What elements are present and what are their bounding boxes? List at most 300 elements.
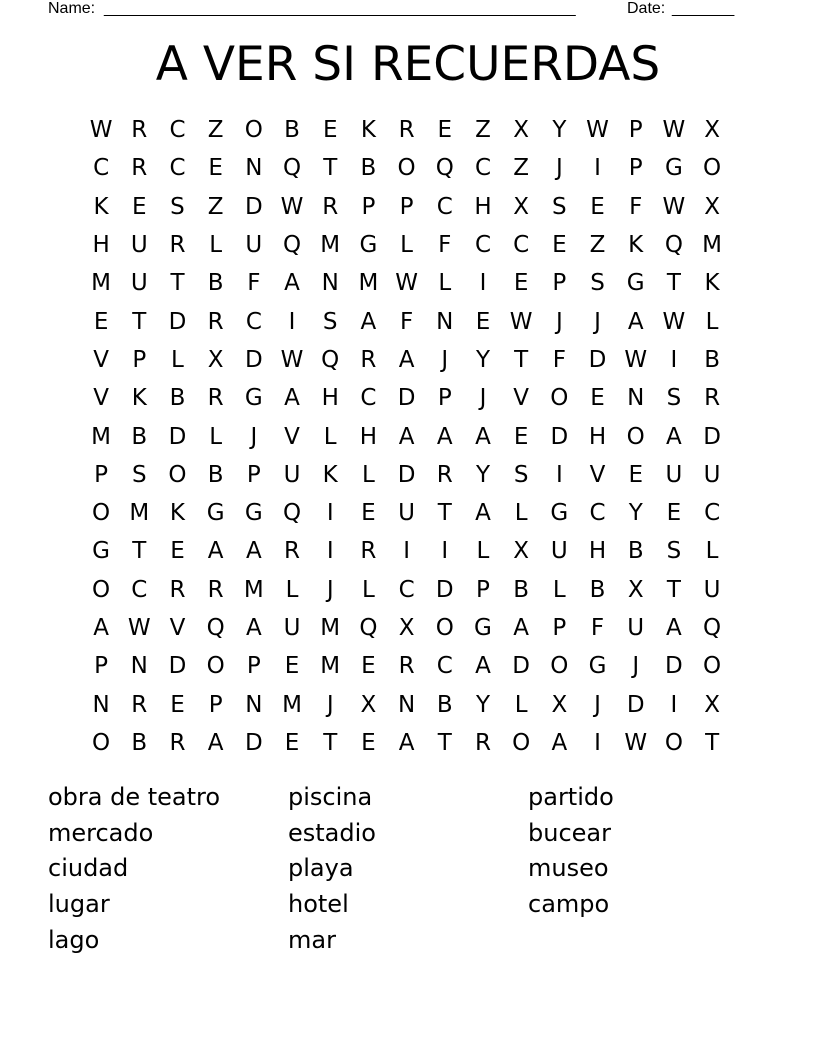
name-field-line[interactable]: _____________________________________________________ <box>104 0 576 17</box>
grid-letter[interactable]: L <box>361 576 375 603</box>
date-field-line[interactable]: _______ <box>672 0 735 17</box>
grid-letter[interactable]: C <box>513 232 530 259</box>
grid-letter[interactable]: A <box>284 270 300 297</box>
grid-letter[interactable]: H <box>92 232 110 259</box>
grid-letter[interactable]: G <box>359 232 378 259</box>
grid-letter[interactable]: W <box>395 270 418 297</box>
grid-letter[interactable]: F <box>552 346 566 373</box>
grid-letter[interactable]: N <box>245 691 263 718</box>
grid-letter[interactable]: A <box>207 729 224 756</box>
grid-letter[interactable]: D <box>435 576 454 603</box>
grid-letter[interactable]: I <box>326 500 334 527</box>
word-list-item: playa <box>288 854 354 883</box>
grid-letter[interactable]: J <box>594 691 601 718</box>
grid-letter[interactable]: T <box>514 346 529 373</box>
grid-letter[interactable]: T <box>170 270 185 297</box>
grid-letter[interactable]: T <box>705 729 720 756</box>
grid-letter[interactable]: O <box>512 729 531 756</box>
grid-letter[interactable]: A <box>207 538 224 565</box>
grid-letter[interactable]: Z <box>475 117 491 144</box>
grid-letter[interactable]: F <box>438 232 452 259</box>
grid-letter[interactable]: L <box>171 346 184 373</box>
grid-letter[interactable]: X <box>704 193 720 220</box>
grid-letter[interactable]: A <box>627 308 644 335</box>
grid-letter[interactable]: R <box>131 117 148 144</box>
grid-letter[interactable]: X <box>627 576 644 603</box>
grid-letter[interactable]: O <box>92 500 111 527</box>
grid-letter[interactable]: M <box>320 615 341 641</box>
grid-letter[interactable]: I <box>441 538 449 565</box>
grid-letter[interactable]: M <box>702 232 723 259</box>
grid-letter[interactable]: R <box>474 729 491 756</box>
grid-letter[interactable]: P <box>476 576 490 603</box>
grid-letter[interactable]: W <box>89 117 113 144</box>
grid-letter[interactable]: G <box>588 653 607 680</box>
grid-letter[interactable]: L <box>476 538 490 565</box>
grid-letter[interactable]: B <box>284 117 300 144</box>
grid-letter[interactable]: N <box>130 653 148 680</box>
grid-letter[interactable]: P <box>94 653 109 680</box>
grid-letter[interactable]: E <box>284 729 300 756</box>
word-list-item: hotel <box>288 890 349 919</box>
grid-letter[interactable]: D <box>168 308 187 335</box>
grid-letter[interactable]: O <box>664 729 683 756</box>
grid-letter[interactable]: L <box>438 270 452 297</box>
grid-letter[interactable]: K <box>169 500 186 527</box>
grid-letter[interactable]: H <box>321 385 339 412</box>
grid-letter[interactable]: S <box>552 193 567 220</box>
grid-letter[interactable]: X <box>360 691 377 718</box>
grid-letter[interactable]: C <box>169 155 186 182</box>
grid-letter[interactable]: C <box>474 232 491 259</box>
grid-letter[interactable]: P <box>94 461 109 488</box>
grid-letter[interactable]: C <box>589 500 606 527</box>
grid-letter[interactable]: N <box>92 691 110 718</box>
grid-letter[interactable]: D <box>588 346 607 373</box>
grid-letter[interactable]: O <box>435 615 454 641</box>
grid-letter[interactable]: D <box>703 423 721 450</box>
grid-letter[interactable]: I <box>670 346 678 373</box>
grid-letter[interactable]: M <box>129 500 150 527</box>
grid-letter[interactable]: A <box>284 385 300 412</box>
grid-letter[interactable]: Q <box>282 155 302 182</box>
grid-letter[interactable]: C <box>245 308 262 335</box>
grid-letter[interactable]: E <box>513 423 529 450</box>
grid-letter[interactable]: P <box>628 155 643 182</box>
grid-letter[interactable]: V <box>589 461 606 488</box>
grid-letter[interactable]: N <box>436 308 454 335</box>
grid-letter[interactable]: T <box>323 155 338 182</box>
grid-letter[interactable]: V <box>93 385 109 412</box>
grid-letter[interactable]: K <box>93 193 109 220</box>
grid-letter[interactable]: F <box>247 270 261 297</box>
grid-letter[interactable]: A <box>360 308 377 335</box>
grid-letter[interactable]: O <box>168 461 187 488</box>
grid-letter[interactable]: D <box>626 691 645 718</box>
grid-letter[interactable]: F <box>629 193 643 220</box>
grid-letter[interactable]: P <box>132 346 147 373</box>
grid-letter[interactable]: S <box>666 538 682 565</box>
grid-letter[interactable]: A <box>475 653 491 680</box>
grid-letter[interactable]: X <box>398 615 415 641</box>
grid-letter[interactable]: D <box>550 423 569 450</box>
grid-letter[interactable]: I <box>594 155 601 182</box>
grid-letter[interactable]: A <box>666 615 682 641</box>
grid-letter[interactable]: U <box>283 461 301 488</box>
word-list-column <box>288 780 376 959</box>
grid-letter[interactable]: A <box>475 500 491 527</box>
grid-letter[interactable]: T <box>666 576 681 603</box>
word-list-item: museo <box>528 854 609 883</box>
grid-letter[interactable]: B <box>704 346 720 373</box>
grid-letter[interactable]: Q <box>359 615 378 641</box>
grid-letter[interactable]: J <box>326 691 334 718</box>
grid-letter[interactable]: O <box>206 653 225 680</box>
grid-letter[interactable]: P <box>628 117 643 144</box>
grid-letter[interactable]: R <box>169 729 186 756</box>
grid-letter[interactable]: B <box>627 538 644 565</box>
grid-letter[interactable]: B <box>131 729 148 756</box>
grid-letter[interactable]: X <box>551 691 568 718</box>
grid-letter[interactable]: Q <box>282 500 302 527</box>
grid-letter[interactable]: L <box>209 232 223 259</box>
grid-letter[interactable]: U <box>283 615 301 641</box>
grid-letter[interactable]: I <box>403 538 410 565</box>
grid-letter[interactable]: Z <box>513 155 530 182</box>
grid-letter[interactable]: U <box>627 615 645 641</box>
grid-letter[interactable]: S <box>322 308 338 335</box>
grid-letter[interactable]: A <box>245 538 262 565</box>
grid-letter[interactable]: J <box>326 576 334 603</box>
grid-letter[interactable]: E <box>475 308 491 335</box>
grid-letter[interactable]: P <box>552 270 567 297</box>
grid-letter[interactable]: C <box>436 193 453 220</box>
grid-letter[interactable]: S <box>666 385 682 412</box>
grid-letter[interactable]: T <box>437 500 452 527</box>
grid-letter[interactable]: J <box>250 423 258 450</box>
grid-letter[interactable]: E <box>628 461 643 488</box>
grid-letter[interactable]: I <box>555 461 563 488</box>
grid-letter[interactable]: G <box>626 270 645 297</box>
word-list-item: lugar <box>48 890 110 919</box>
grid-letter[interactable]: E <box>590 193 605 220</box>
grid-letter[interactable]: B <box>131 423 148 450</box>
grid-letter[interactable]: I <box>288 308 296 335</box>
grid-letter[interactable]: P <box>246 653 261 680</box>
grid-letter[interactable]: U <box>703 461 721 488</box>
grid-letter[interactable]: R <box>398 117 415 144</box>
grid-letter[interactable]: X <box>704 117 720 144</box>
grid-letter[interactable]: Q <box>282 232 302 259</box>
grid-letter[interactable]: O <box>397 155 416 182</box>
grid-letter[interactable]: U <box>665 461 683 488</box>
grid-letter[interactable]: Q <box>321 346 340 373</box>
grid-letter[interactable]: E <box>284 653 300 680</box>
grid-letter[interactable]: O <box>244 117 263 144</box>
word-list-column <box>528 780 614 923</box>
grid-letter[interactable]: K <box>704 270 720 297</box>
grid-letter[interactable]: T <box>437 729 452 756</box>
grid-letter[interactable]: L <box>514 500 528 527</box>
grid-letter[interactable]: R <box>436 461 453 488</box>
grid-letter[interactable]: A <box>666 423 682 450</box>
grid-letter[interactable]: T <box>132 308 147 335</box>
grid-letter[interactable]: O <box>92 729 111 756</box>
grid-letter[interactable]: S <box>590 270 605 297</box>
grid-letter[interactable]: N <box>245 155 263 182</box>
grid-letter[interactable]: B <box>436 691 453 718</box>
grid-letter[interactable]: K <box>628 232 644 259</box>
grid-letter[interactable]: K <box>131 385 147 412</box>
grid-letter[interactable]: U <box>130 270 148 297</box>
grid-letter[interactable]: C <box>360 385 377 412</box>
grid-letter[interactable]: E <box>361 729 376 756</box>
grid-letter[interactable]: J <box>594 308 601 335</box>
grid-letter[interactable]: P <box>361 193 376 220</box>
grid-letter[interactable]: A <box>93 615 109 641</box>
grid-letter[interactable]: P <box>437 385 452 412</box>
grid-letter[interactable]: B <box>169 385 186 412</box>
grid-letter[interactable]: C <box>436 653 453 680</box>
grid-letter[interactable]: O <box>92 576 111 603</box>
grid-letter[interactable]: L <box>400 232 413 259</box>
grid-letter[interactable]: N <box>627 385 645 412</box>
grid-letter[interactable]: E <box>513 270 529 297</box>
grid-letter[interactable]: X <box>207 346 224 373</box>
grid-letter[interactable]: N <box>321 270 339 297</box>
grid-letter[interactable]: G <box>474 615 492 641</box>
grid-letter[interactable]: B <box>360 155 377 182</box>
grid-letter[interactable]: L <box>705 538 719 565</box>
grid-letter[interactable]: F <box>590 615 605 641</box>
grid-letter[interactable]: L <box>514 691 528 718</box>
grid-letter[interactable]: V <box>169 615 186 641</box>
grid-letter[interactable]: B <box>207 461 224 488</box>
grid-letter[interactable]: V <box>284 423 300 450</box>
grid-letter[interactable]: G <box>664 155 683 182</box>
grid-letter[interactable]: R <box>360 538 377 565</box>
grid-letter[interactable]: E <box>322 117 338 144</box>
grid-letter[interactable]: C <box>398 576 415 603</box>
grid-letter[interactable]: D <box>244 346 263 373</box>
grid-letter[interactable]: O <box>703 155 722 182</box>
grid-letter[interactable]: G <box>244 500 263 527</box>
grid-letter[interactable]: Y <box>475 691 490 718</box>
grid-letter[interactable]: R <box>398 653 415 680</box>
grid-letter[interactable]: X <box>513 117 530 144</box>
grid-letter[interactable]: R <box>131 691 148 718</box>
grid-letter[interactable]: D <box>244 193 263 220</box>
grid-letter[interactable]: Y <box>475 346 490 373</box>
grid-letter[interactable]: H <box>588 538 607 565</box>
grid-letter[interactable]: H <box>474 193 492 220</box>
grid-letter[interactable]: M <box>243 576 264 603</box>
grid-letter[interactable]: E <box>361 500 376 527</box>
grid-letter[interactable]: M <box>91 270 112 297</box>
grid-letter[interactable]: W <box>586 117 609 144</box>
grid-letter[interactable]: T <box>323 729 338 756</box>
grid-letter[interactable]: D <box>397 385 416 412</box>
grid-letter[interactable]: W <box>662 308 686 335</box>
grid-letter[interactable]: A <box>513 615 530 641</box>
grid-letter[interactable]: P <box>246 461 261 488</box>
grid-letter[interactable]: L <box>323 423 337 450</box>
grid-letter[interactable]: V <box>93 346 109 373</box>
grid-letter[interactable]: X <box>513 193 530 220</box>
grid-letter[interactable]: E <box>361 653 376 680</box>
grid-letter[interactable]: G <box>92 538 110 565</box>
grid-letter[interactable]: V <box>513 385 530 412</box>
grid-letter[interactable]: L <box>285 576 299 603</box>
grid-letter[interactable]: A <box>475 423 491 450</box>
grid-letter[interactable]: A <box>398 729 415 756</box>
grid-letter[interactable]: Q <box>703 615 722 641</box>
grid-letter[interactable]: X <box>704 691 720 718</box>
grid-letter[interactable]: L <box>705 308 719 335</box>
grid-letter[interactable]: C <box>474 155 491 182</box>
grid-letter[interactable]: G <box>244 385 263 412</box>
grid-letter[interactable]: U <box>130 232 148 259</box>
grid-letter[interactable]: D <box>244 729 263 756</box>
grid-letter[interactable]: J <box>441 346 449 373</box>
grid-letter[interactable]: D <box>168 423 187 450</box>
grid-letter[interactable]: U <box>245 232 263 259</box>
grid-letter[interactable]: I <box>594 729 601 756</box>
grid-letter[interactable]: A <box>398 346 415 373</box>
grid-letter[interactable]: D <box>512 653 531 680</box>
grid-letter[interactable]: E <box>552 232 567 259</box>
grid-letter[interactable]: E <box>170 538 185 565</box>
grid-letter[interactable]: E <box>170 691 185 718</box>
grid-letter[interactable]: H <box>588 423 607 450</box>
grid-letter[interactable]: E <box>93 308 109 335</box>
grid-letter[interactable]: Y <box>475 461 490 488</box>
grid-letter[interactable]: H <box>359 423 378 450</box>
grid-letter[interactable]: E <box>437 117 453 144</box>
grid-letter[interactable]: I <box>326 538 334 565</box>
grid-letter[interactable]: E <box>666 500 682 527</box>
grid-letter[interactable]: B <box>513 576 530 603</box>
grid-letter[interactable]: X <box>513 538 530 565</box>
grid-letter[interactable]: S <box>170 193 185 220</box>
grid-letter[interactable]: W <box>280 193 304 220</box>
grid-letter[interactable]: T <box>132 538 147 565</box>
grid-letter[interactable]: Y <box>628 500 643 527</box>
grid-letter[interactable]: B <box>589 576 606 603</box>
grid-letter[interactable]: W <box>127 615 151 641</box>
grid-letter[interactable]: W <box>662 117 686 144</box>
grid-letter[interactable]: R <box>131 155 148 182</box>
grid-letter[interactable]: W <box>624 346 648 373</box>
grid-letter[interactable]: P <box>552 615 567 641</box>
page-title: A VER SI RECUERDAS <box>155 37 661 92</box>
grid-letter[interactable]: W <box>509 308 533 335</box>
grid-letter[interactable]: R <box>284 538 301 565</box>
grid-letter[interactable]: D <box>397 461 416 488</box>
grid-letter[interactable]: G <box>550 500 569 527</box>
grid-letter[interactable]: M <box>91 423 112 450</box>
grid-letter[interactable]: R <box>360 346 377 373</box>
grid-letter[interactable]: N <box>397 691 416 718</box>
grid-letter[interactable]: M <box>358 270 379 297</box>
grid-letter[interactable]: D <box>665 653 683 680</box>
grid-letter[interactable]: E <box>208 155 223 182</box>
grid-letter[interactable]: O <box>550 653 569 680</box>
grid-letter[interactable]: U <box>398 500 416 527</box>
grid-letter[interactable]: M <box>320 653 341 680</box>
grid-letter[interactable]: R <box>169 232 186 259</box>
word-list-item: estadio <box>288 818 376 847</box>
grid-letter[interactable]: Z <box>589 232 606 259</box>
grid-letter[interactable]: Z <box>207 193 224 220</box>
grid-letter[interactable]: G <box>206 500 225 527</box>
grid-letter[interactable]: O <box>550 385 569 412</box>
grid-letter[interactable]: O <box>626 423 645 450</box>
grid-letter[interactable]: R <box>704 385 721 412</box>
grid-letter[interactable]: S <box>131 461 147 488</box>
grid-letter[interactable]: C <box>93 155 110 182</box>
grid-letter[interactable]: P <box>208 691 223 718</box>
grid-letter[interactable]: A <box>398 423 415 450</box>
grid-letter[interactable]: C <box>169 117 186 144</box>
grid-letter[interactable]: R <box>207 576 224 603</box>
grid-letter[interactable]: M <box>320 232 341 259</box>
grid-letter[interactable]: L <box>209 423 223 450</box>
grid-letter[interactable]: J <box>632 653 640 680</box>
grid-letter[interactable]: C <box>704 500 721 527</box>
grid-letter[interactable]: D <box>168 653 187 680</box>
grid-letter[interactable]: L <box>552 576 566 603</box>
word-list-item: mercado <box>48 818 154 847</box>
grid-letter[interactable]: R <box>169 576 186 603</box>
grid-letter[interactable]: R <box>207 308 224 335</box>
grid-letter[interactable]: R <box>207 385 224 412</box>
grid-letter[interactable]: K <box>322 461 338 488</box>
grid-letter[interactable]: O <box>703 653 722 680</box>
grid-letter[interactable]: L <box>361 461 375 488</box>
grid-letter[interactable]: A <box>551 729 568 756</box>
grid-letter[interactable]: Q <box>435 155 454 182</box>
grid-letter[interactable]: Q <box>664 232 683 259</box>
grid-letter[interactable]: Q <box>206 615 225 641</box>
grid-letter[interactable]: R <box>322 193 339 220</box>
grid-letter[interactable]: E <box>132 193 147 220</box>
grid-letter[interactable]: J <box>479 385 487 412</box>
grid-letter[interactable]: Y <box>552 117 567 144</box>
grid-letter[interactable]: Z <box>207 117 224 144</box>
grid-letter[interactable]: W <box>624 729 648 756</box>
grid-letter[interactable]: S <box>513 461 529 488</box>
grid-letter[interactable]: W <box>662 193 686 220</box>
grid-letter[interactable]: J <box>555 308 563 335</box>
grid-letter[interactable]: C <box>131 576 148 603</box>
grid-letter[interactable]: W <box>280 346 304 373</box>
grid-letter[interactable]: E <box>590 385 605 412</box>
grid-letter[interactable]: I <box>670 691 678 718</box>
grid-letter[interactable]: T <box>666 270 681 297</box>
grid-letter[interactable]: F <box>399 308 414 335</box>
grid-letter[interactable]: M <box>282 691 302 718</box>
grid-letter[interactable]: K <box>360 117 376 144</box>
grid-letter[interactable]: P <box>399 193 414 220</box>
grid-letter[interactable]: A <box>245 615 262 641</box>
grid-letter[interactable]: U <box>703 576 721 603</box>
grid-letter[interactable]: B <box>207 270 224 297</box>
grid-letter[interactable]: I <box>479 270 487 297</box>
grid-letter[interactable]: A <box>436 423 453 450</box>
grid-letter[interactable]: J <box>555 155 563 182</box>
grid-letter[interactable]: U <box>550 538 568 565</box>
